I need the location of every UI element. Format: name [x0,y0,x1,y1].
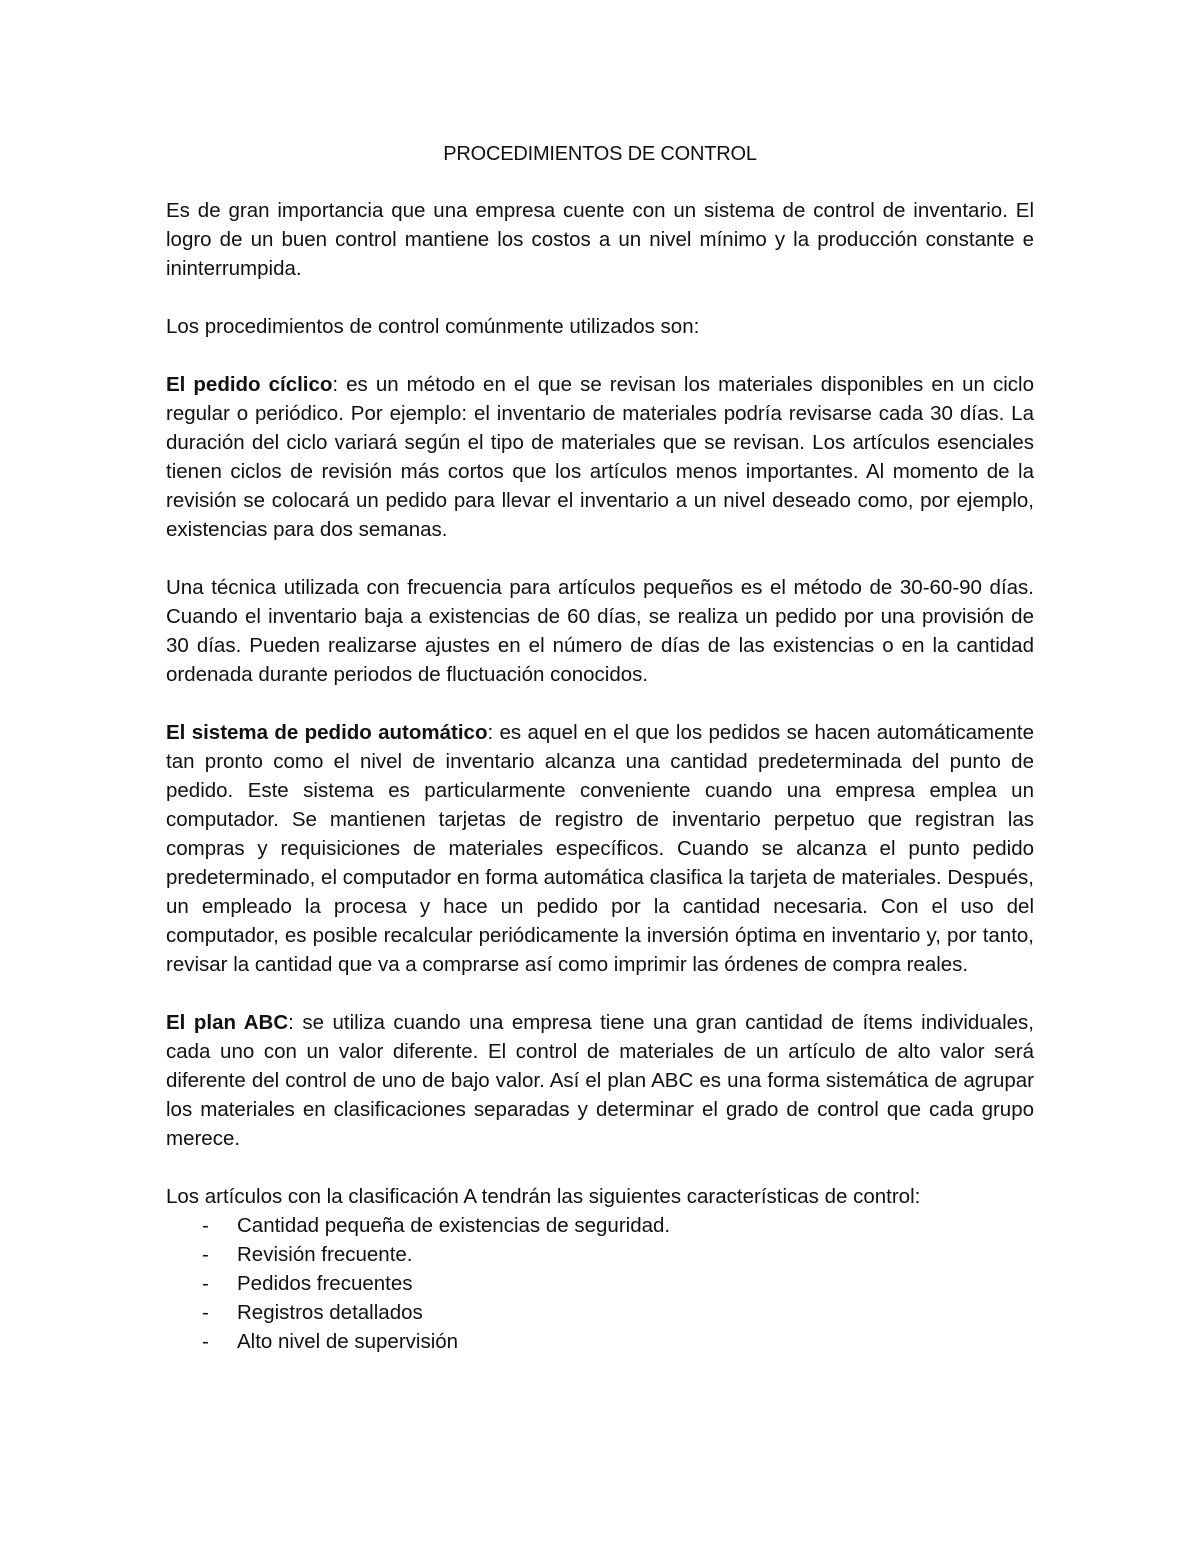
dash-bullet: - [202,1330,209,1353]
list-item [166,1298,1034,1327]
cyclic-order-paragraph [166,370,1034,544]
automatic-order-paragraph [166,718,1034,979]
document-page [166,140,1034,1356]
dash-bullet: - [202,1301,209,1324]
technique-paragraph: Una técnica utilizada con frecuencia para artículos pequeños es el método de 30-60-90 días. Cuando el inventario baja a existencias de 60 días, se realiza un pedido por una provisión de 30 días. Pueden realizarse ajustes en el número de días de las existencias o en la cantidad ordenada durante periodos de fluctuación conocidos. [166,576,1034,686]
class-a-list [166,1211,1034,1356]
dash-bullet: - [202,1243,209,1266]
dash-bullet: - [202,1214,209,1237]
list-item [166,1240,1034,1269]
list-item-text: Cantidad pequeña de existencias de seguridad. [237,1214,671,1237]
list-item [166,1211,1034,1240]
automatic-order-text: : es aquel en el que los pedidos se hacen automáticamente tan pronto como el nivel de inventario alcanza una cantidad predeterminada del punto de pedido. Este sistema es particularmente conveniente cuando una empresa emplea un computador. Se mantienen tarjetas de registro de inventario perpetuo que registran las compras y requisiciones de materiales específicos. Cuando se alcanza el punto pedido predeterminado, el computador en forma automática clasifica la tarjeta de materiales. Después, un empleado la procesa y hace un pedido por la cantidad necesaria. Con el uso del computador, es posible recalcular periódicamente la inversión óptima en inventario y, por tanto, revisar la cantidad que va a comprarse así como imprimir las órdenes de compra reales. [166,721,1034,976]
class-a-lead: Los artículos con la clasificación A tendrán las siguientes características de control: [166,1185,921,1208]
document-title: PROCEDIMIENTOS DE CONTROL [443,143,757,165]
procedures-lead: Los procedimientos de control comúnmente utilizados son: [166,315,700,338]
automatic-order-term: El sistema de pedido automático [166,721,488,744]
list-item [166,1327,1034,1356]
abc-plan-text: : se utiliza cuando una empresa tiene una gran cantidad de ítems individuales, cada uno con un valor diferente. El control de materiales de un artículo de alto valor será diferente del control de uno de bajo valor. Así el plan ABC es una forma sistemática de agrupar los materiales en clasificaciones separadas y determinar el grado de control que cada grupo merece. [166,1011,1034,1150]
list-item [166,1269,1034,1298]
list-item-text: Pedidos frecuentes [237,1272,413,1295]
abc-plan-term: El plan ABC [166,1011,289,1034]
dash-bullet: - [202,1272,209,1295]
list-item-text: Revisión frecuente. [237,1243,413,1266]
list-item-text: Alto nivel de supervisión [237,1330,459,1353]
intro-paragraph: Es de gran importancia que una empresa cuente con un sistema de control de inventario. El logro de un buen control mantiene los costos a un nivel mínimo y la producción constante e ininterrumpida. [166,199,1034,280]
cyclic-order-text: : es un método en el que se revisan los materiales disponibles en un ciclo regular o periódico. Por ejemplo: el inventario de materiales podría revisarse cada 30 días. La duración del ciclo variará según el tipo de materiales que se revisan. Los artículos esenciales tienen ciclos de revisión más cortos que los artículos menos importantes. Al momento de la revisión se colocará un pedido para llevar el inventario a un nivel deseado como, por ejemplo, existencias para dos semanas. [166,373,1034,541]
cyclic-order-term: El pedido cíclico [166,373,333,396]
list-item-text: Registros detallados [237,1301,423,1324]
abc-plan-paragraph [166,1008,1034,1153]
